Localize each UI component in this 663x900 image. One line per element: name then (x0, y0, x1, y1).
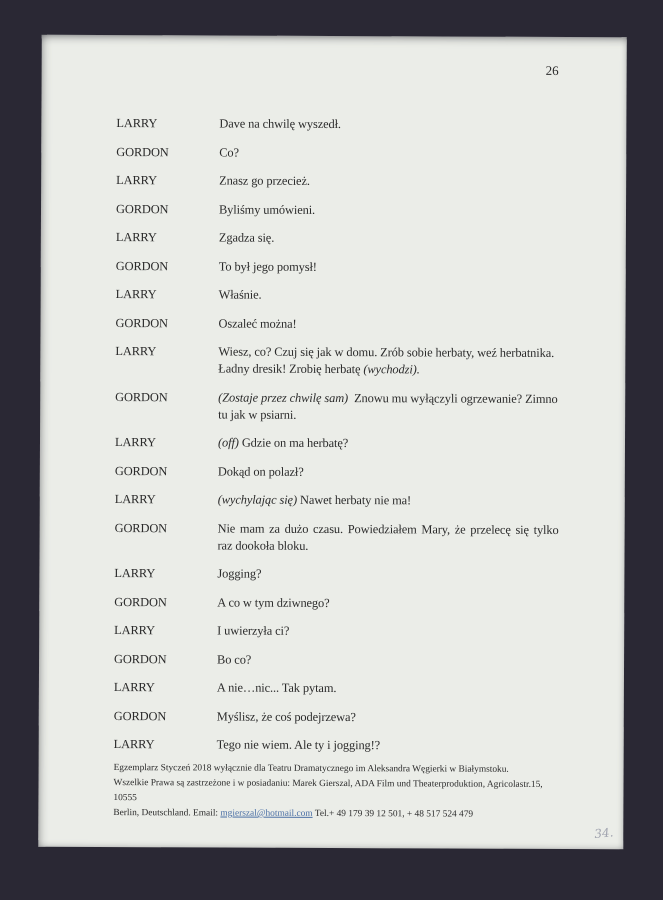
footer-line-3 (113, 806, 565, 823)
dialogue-text (219, 173, 560, 191)
dialogue-segment: Tego nie wiem. Ale ty i jogging!? (216, 737, 381, 753)
dialogue-segment: Dokąd on polazł? (217, 464, 304, 479)
speaker-label: LARRY (114, 566, 156, 581)
footer-line-3-pre: Berlin, Deutschland. Email: (113, 808, 221, 819)
dialogue-segment: A nie…nic... Tak pytam. (216, 680, 337, 696)
dialogue-text (217, 651, 558, 669)
speaker-label: LARRY (115, 230, 157, 245)
dialogue-segment: Właśnie. (218, 287, 262, 302)
dialogue-row (115, 389, 559, 425)
dialogue-segment: Dave na chwilę wyszedł. (219, 116, 341, 132)
speaker-label: GORDON (114, 651, 167, 666)
dialogue-row (114, 651, 558, 670)
speaker-label: LARRY (114, 492, 156, 507)
script-page (38, 35, 627, 850)
dialogue-text (218, 463, 559, 481)
dialogue-text (217, 594, 558, 612)
speaker-label: LARRY (115, 287, 157, 302)
dialogue-text (217, 736, 558, 754)
footer-line-2: Wszelkie Prawa są zastrzeżone i w posiadaniu: Marek Gierszal, ADA Film und Theaterproduktion, Agricolastr.15, 10555 (113, 778, 543, 804)
email-link[interactable]: mgierszal@hotmail.com (220, 808, 313, 819)
speaker-label: LARRY (116, 116, 158, 131)
dialogue-row (115, 434, 559, 453)
dialogue-row (115, 343, 559, 379)
speaker-label: GORDON (114, 594, 167, 609)
dialogue-segment: Zgadza się. (218, 230, 275, 245)
speaker-label: GORDON (116, 144, 169, 159)
dialogue-text (217, 565, 558, 583)
dialogue-row (114, 565, 558, 584)
dialogue-text (219, 201, 560, 219)
dialogue-text (218, 435, 559, 453)
speaker-label: LARRY (116, 173, 157, 188)
dialogue-row (116, 201, 560, 220)
dialogue-text (219, 258, 560, 276)
dialogue-segment: Znowu mu wyłączyli ogrzewanie? Zimno tu jak w psiarni. (218, 390, 558, 422)
dialogue-text (219, 144, 560, 162)
speaker-label: GORDON (114, 520, 168, 535)
speaker-label: GORDON (113, 708, 167, 723)
dialogue-row (115, 315, 559, 334)
dialogue-segment: A co w tym dziwnego? (217, 594, 330, 610)
stage-direction: (wychodzi). (363, 362, 420, 377)
dialogue-segment: To był jego pomysł! (218, 259, 317, 274)
dialogue-row (115, 491, 559, 510)
dialogue-row (114, 736, 558, 755)
dialogue-row (116, 229, 560, 248)
dialogue-row (116, 258, 560, 277)
dialogue-row (115, 520, 559, 556)
stage-direction: (wychylając się) (217, 492, 298, 507)
speaker-label: GORDON (115, 389, 168, 404)
dialogue-segment: Jogging? (217, 566, 262, 581)
dialogue-text (218, 520, 559, 555)
speaker-label: GORDON (115, 201, 169, 216)
dialogue-text (219, 230, 560, 248)
dialogue-segment: Myślisz, że coś podejrzewa? (216, 708, 356, 724)
dialogue-row (114, 594, 558, 613)
dialogue-text (217, 708, 558, 726)
footer-line-3-post: Tel.+ 49 179 39 12 501, + 48 517 524 479 (312, 808, 474, 820)
dialogue-segment: Znasz go przecież. (219, 173, 310, 188)
dialogue-row (114, 679, 558, 698)
speaker-label: LARRY (114, 435, 156, 450)
speaker-label: LARRY (115, 344, 157, 359)
dialogue-row (116, 172, 560, 191)
page-number: 26 (545, 62, 559, 78)
dialogue-row (116, 115, 560, 134)
dialogue-text (218, 344, 559, 379)
dialogue-text (219, 287, 560, 305)
dialogue-row (116, 144, 560, 163)
dialogue-text (219, 116, 560, 134)
dialogue-segment: Wiesz, co? Czuj się jak w domu. Zrób sobie herbaty, weź herbatnika. Ładny dresik! Zrobię herbatę (218, 344, 555, 377)
speaker-label: GORDON (115, 315, 168, 330)
speaker-label: LARRY (113, 680, 155, 695)
dialogue-segment: Byliśmy umówieni. (218, 202, 316, 217)
speaker-label: GORDON (115, 258, 169, 273)
dialogue-row (114, 708, 558, 727)
dialogue-segment: Oszaleć można! (218, 316, 297, 331)
dialogue-segment: Nawet herbaty nie ma! (296, 492, 412, 508)
footer (113, 761, 565, 823)
dialogue-text (218, 389, 559, 424)
speaker-label: LARRY (113, 737, 155, 752)
dialogue-text (217, 679, 558, 697)
speaker-label: GORDON (114, 463, 168, 478)
dialogue-row (116, 286, 560, 305)
dialogue-segment: Bo co? (217, 651, 252, 667)
speaker-label: LARRY (114, 623, 156, 638)
stage-direction: (off) (217, 435, 239, 450)
dialogue-segment: Nie mam za dużo czasu. Powiedziałem Mary, że przelecę się tylko raz dookoła bloku. (217, 520, 559, 553)
handwritten-page-number: 34. (593, 825, 614, 842)
dialogue-segment: I uwierzyła ci? (217, 623, 290, 638)
footer-line-1: Egzemplarz Styczeń 2018 wyłącznie dla Teatru Dramatycznego im Aleksandra Węgierki w Białymstoku. (113, 763, 509, 775)
dialogue-text (217, 622, 558, 640)
dialogue-text (218, 315, 559, 333)
dialogue-list (114, 115, 561, 766)
dialogue-row (115, 463, 559, 482)
stage-direction: (Zostaje przez chwilę sam) (218, 390, 349, 405)
dialogue-row (114, 622, 558, 641)
dialogue-segment: Gdzie on ma herbatę? (238, 435, 349, 451)
dialogue-segment: Co? (219, 145, 239, 160)
dialogue-text (218, 491, 559, 509)
